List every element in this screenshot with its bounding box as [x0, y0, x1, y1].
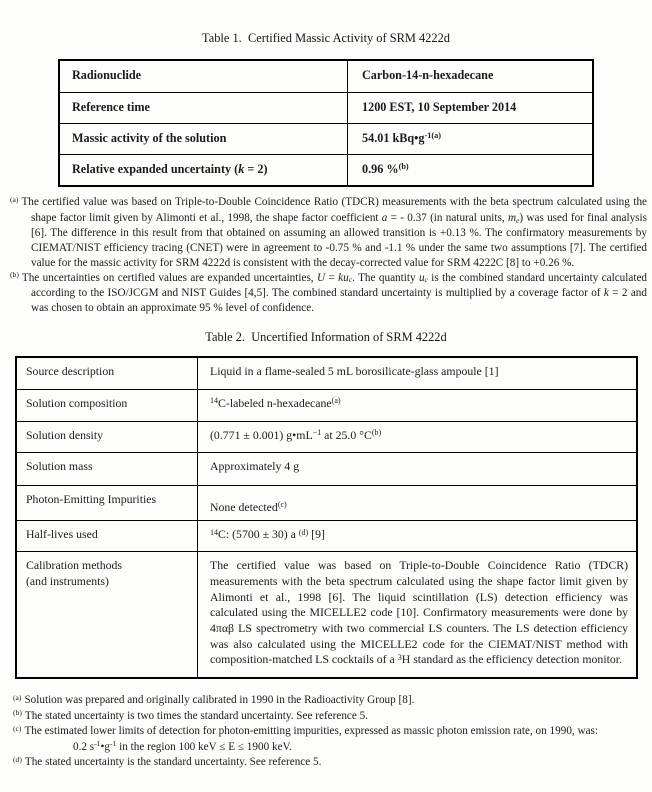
row-label: Solution mass	[17, 453, 198, 485]
footnote-text: The uncertainties on certified values are expanded uncertainties, U = kuc. The quantity uc is the combined standard uncertainty calculated according to the ISO/JCGM and NIST Guides [4,5]. The combined standard uncertainty is multiplied by a coverage factor of k = 2 and was chosen to obtain an approximate 95 % level of confidence.	[21, 271, 648, 314]
footnote-text: The certified value was based on Triple-to-Double Coincidence Ratio (TDCR) measurements with the beta spectrum calculated using the shape factor limit given by Alimonti et al., 1998, the shape factor coefficient a = - 0.37 (in natural units, me) was used for final analysis [6]. The difference in this result from that obtained on assuming an allowed transition is +0.13 %. The confirmatory measurements by CIEMAT/NIST efficiency tracing (CNET) were in agreement to -0.75 % and -1.1 % under the same two assumptions [7]. The certified value for the massic activity for SRM 4222d is consistent with the decay-corrected value for SRM 4222C [8] to +0.26 %.	[21, 196, 647, 269]
table-row	[60, 154, 592, 185]
table-row	[60, 61, 592, 92]
table-row	[60, 92, 592, 123]
row-value: Approximately 4 g	[210, 458, 300, 473]
footnote-marker: (b)	[10, 270, 19, 280]
row-value: 0.96 %$^{(b)}$	[362, 162, 409, 176]
row-label: Relative expanded uncertainty (k = 2)	[60, 155, 348, 185]
row-value: (0.771 ± 0.001) $g•mL^{-1}$ at 25.0 $^\circ C^{(b)}$	[210, 427, 382, 442]
row-label: Solution composition	[17, 390, 198, 421]
footnote-continuation	[8, 740, 642, 756]
table2-footnotes	[8, 693, 642, 771]
footnote-marker: (a)	[13, 692, 22, 702]
table-row	[17, 520, 636, 551]
row-value: Carbon-14-n-hexadecane	[362, 68, 494, 82]
table1-footnotes	[5, 195, 647, 316]
footnote-marker: (a)	[10, 194, 19, 204]
table1-caption: Table 1. Certified Massic Activity of SRM 4222d	[202, 31, 450, 45]
row-label: Half-lives used	[17, 521, 198, 551]
footnote-item	[8, 755, 642, 771]
footnote-item	[8, 724, 642, 740]
footnote-text: The stated uncertainty is two times the standard uncertainty. See reference 5.	[24, 709, 369, 722]
table-row	[60, 123, 592, 154]
table2	[15, 356, 638, 679]
row-value: None detected$^{(c)}$	[210, 499, 287, 514]
footnote-text: 0.2 $s^{-1}•g^{-1}$ in the region 100 keV ≤ E ≤ 1900 keV.	[73, 739, 292, 753]
row-label: Radionuclide	[60, 61, 348, 92]
row-value: 1200 EST, 10 September 2014	[362, 100, 517, 114]
footnote-marker: (d)	[13, 755, 22, 764]
row-label: Source description	[17, 358, 198, 389]
row-label: Massic activity of the solution	[60, 124, 348, 154]
footnote-item	[5, 195, 647, 271]
row-value: Liquid in a flame-sealed 5 mL borosilicate-glass ampoule [1]	[210, 363, 499, 378]
footnote-text: The stated uncertainty is the standard uncertainty. See reference 5.	[24, 756, 322, 769]
row-label: Solution density	[17, 422, 198, 452]
footnote-item	[8, 693, 642, 709]
table1	[58, 59, 594, 187]
table2-caption: Table 2. Uncertified Information of SRM 4222d	[205, 329, 447, 344]
row-value: The certified value was based on Triple-to-Double Coincidence Ratio (TDCR) measurements with the beta spectrum calculated using the shape factor limit given by Alimonti et al., 1998 [6]. The liquid scintillation (LS) detection efficiency was calculated using the MICELLE2 code [10]. Confirmatory measurements were done by 4παβ LS spectrometry with two commercial LS counters. The LS detection efficiency was also calculated using the MICELLE2 code for the CIEMAT/NIST method with composition-matched LS cocktails of a $^3$H standard as the efficiency detection monitor.	[210, 558, 628, 667]
table-row	[17, 421, 636, 452]
row-label: Reference time	[60, 93, 348, 123]
table-row	[17, 358, 636, 389]
row-value: 54.01 $kBq•g^{-1(a)}$	[362, 131, 442, 145]
footnote-item	[5, 271, 647, 316]
footnote-item	[8, 709, 642, 725]
row-label: Photon-Emitting Impurities	[17, 486, 198, 521]
row-value: $^{14}$C: (5700 ± 30) a $^{(d)}$ [9]	[210, 527, 325, 542]
table-row	[17, 551, 636, 677]
table-row	[17, 389, 636, 421]
footnote-text: The estimated lower limits of detection for photon-emitting impurities, expressed as massic photon emission rate, on 1990, was:	[24, 725, 599, 738]
row-value: $^{14}$C-labeled n-hexadecane$^{(a)}$	[210, 395, 341, 410]
table-row	[17, 485, 636, 521]
footnote-text: Solution was prepared and originally calibrated in 1990 in the Radioactivity Group [8].	[24, 694, 415, 707]
footnote-marker: (b)	[13, 708, 22, 718]
table-row	[17, 452, 636, 485]
footnote-marker: (c)	[13, 723, 22, 733]
row-label: Calibration methods (and instruments)	[17, 552, 198, 677]
